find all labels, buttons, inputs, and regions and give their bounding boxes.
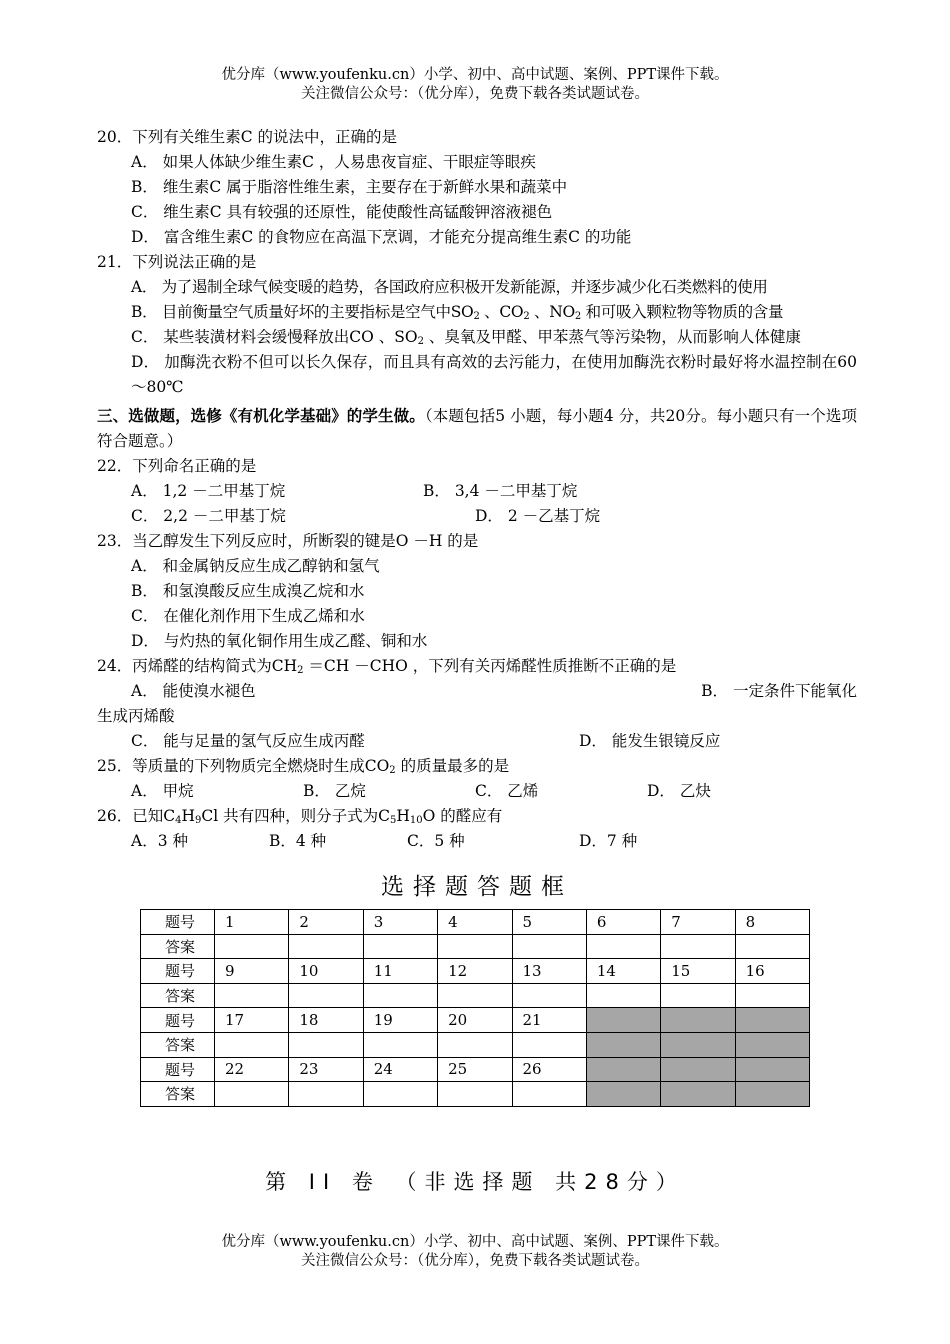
answer-cell[interactable]: [363, 1082, 437, 1107]
unused-cell: [735, 1082, 809, 1107]
question-22-option-c: C． 2,2 －二甲基丁烷: [131, 507, 286, 525]
volume-2-heading: 第 II 卷 （非选择题 共28分）: [265, 1170, 685, 1194]
footer-line-2: 关注微信公众号：（优分库），免费下载各类试题试卷。: [301, 1253, 649, 1269]
row-label-number: 题号: [141, 1057, 215, 1082]
question-number-cell: 24: [363, 1057, 437, 1082]
answer-cell[interactable]: [215, 1032, 289, 1057]
page-footer: [0, 1233, 950, 1271]
row-label-answer: 答案: [141, 983, 215, 1008]
question-25-option-c: C． 乙烯: [475, 782, 539, 800]
question-21-option-b: B． 目前衡量空气质量好坏的主要指标是空气中$SO_2$ 、$CO_2$ 、$NO_2$ 和可吸入颗粒物等物质的含量: [131, 303, 784, 322]
question-number-cell: 17: [215, 1008, 289, 1033]
answer-cell[interactable]: [512, 983, 586, 1008]
answer-cell[interactable]: [289, 1082, 363, 1107]
answer-cell[interactable]: [661, 983, 735, 1008]
unused-cell: [586, 1008, 660, 1033]
question-number-cell: 1: [215, 910, 289, 935]
question-number-cell: 4: [438, 910, 512, 935]
question-21-stem: 21．下列说法正确的是: [97, 253, 257, 271]
question-number-cell: 23: [289, 1057, 363, 1082]
question-26-stem: 26．已知$C_4H_9Cl$ 共有四种，则分子式为$C_5H_{10}O$ 的醛应有: [97, 807, 503, 826]
question-20: [97, 125, 857, 250]
answer-cell[interactable]: [661, 934, 735, 959]
unused-cell: [586, 1032, 660, 1057]
answer-cell[interactable]: [438, 1032, 512, 1057]
question-number-cell: 13: [512, 959, 586, 984]
question-23-stem: 23．当乙醇发生下列反应时，所断裂的键是O －H 的是: [97, 532, 479, 550]
answer-table-answer-row: [141, 983, 810, 1008]
question-21-option-d: D． 加酶洗衣粉不但可以长久保存，而且具有高效的去污能力，在使用加酶洗衣粉时最好将水温控制在60～80℃: [131, 353, 857, 396]
question-number-cell: 9: [215, 959, 289, 984]
unused-cell: [586, 1082, 660, 1107]
answer-cell[interactable]: [363, 1032, 437, 1057]
answer-cell[interactable]: [586, 934, 660, 959]
question-25: [97, 754, 857, 804]
question-25-stem: 25．等质量的下列物质完全燃烧时生成$CO_2$ 的质量最多的是: [97, 757, 510, 776]
answer-cell[interactable]: [438, 934, 512, 959]
question-21: [97, 250, 857, 400]
answer-table-number-row: [141, 910, 810, 935]
row-label-answer: 答案: [141, 1032, 215, 1057]
unused-cell: [735, 1032, 809, 1057]
question-number-cell: 26: [512, 1057, 586, 1082]
question-23-option-d: D． 与灼热的氧化铜作用生成乙醛、铜和水: [131, 632, 428, 650]
question-number-cell: 11: [363, 959, 437, 984]
unused-cell: [735, 1008, 809, 1033]
question-21-option-c: C． 某些装潢材料会缓慢释放出CO 、$SO_2$ 、臭氧及甲醛、甲苯蒸气等污染物，从而影响人体健康: [131, 328, 801, 347]
question-24-option-b-start: B． 一定条件下能氧化: [701, 682, 857, 700]
answer-cell[interactable]: [735, 934, 809, 959]
question-20-option-a: A． 如果人体缺少维生素C ，人易患夜盲症、干眼症等眼疾: [131, 153, 536, 171]
row-label-number: 题号: [141, 1008, 215, 1033]
answer-cell[interactable]: [363, 983, 437, 1008]
answer-cell[interactable]: [289, 934, 363, 959]
answer-cell[interactable]: [586, 983, 660, 1008]
question-number-cell: 25: [438, 1057, 512, 1082]
row-label-answer: 答案: [141, 1082, 215, 1107]
question-24-option-c: C． 能与足量的氢气反应生成丙醛: [131, 732, 365, 750]
question-number-cell: 14: [586, 959, 660, 984]
answer-cell[interactable]: [289, 1032, 363, 1057]
question-22-stem: 22．下列命名正确的是: [97, 457, 257, 475]
question-23-option-c: C． 在催化剂作用下生成乙烯和水: [131, 607, 365, 625]
question-23: [97, 529, 857, 654]
answer-cell[interactable]: [215, 934, 289, 959]
question-number-cell: 18: [289, 1008, 363, 1033]
row-label-answer: 答案: [141, 934, 215, 959]
question-number-cell: 19: [363, 1008, 437, 1033]
question-number-cell: 3: [363, 910, 437, 935]
answer-cell[interactable]: [363, 934, 437, 959]
unused-cell: [661, 1008, 735, 1033]
question-23-option-a: A． 和金属钠反应生成乙醇钠和氢气: [131, 557, 380, 575]
exam-content: [97, 125, 857, 1107]
question-22-option-d: D． 2 －乙基丁烷: [475, 507, 601, 525]
question-number-cell: 12: [438, 959, 512, 984]
question-22-option-a: A． 1,2 －二甲基丁烷: [131, 482, 286, 500]
question-24-option-a: A． 能使溴水褪色: [131, 682, 256, 700]
question-22-option-b: B． 3,4 －二甲基丁烷: [423, 482, 578, 500]
answer-table-number-row: [141, 1008, 810, 1033]
section-3-heading: 三、选做题，选修《有机化学基础》的学生做。（本题包括5 小题，每小题4 分，共20分。每小题只有一个选项符合题意。）: [97, 406, 857, 450]
question-number-cell: 7: [661, 910, 735, 935]
question-number-cell: 21: [512, 1008, 586, 1033]
unused-cell: [661, 1057, 735, 1082]
question-24-option-d: D． 能发生银镜反应: [579, 732, 721, 750]
question-25-option-d: D． 乙炔: [647, 782, 711, 800]
answer-table-answer-row: [141, 1032, 810, 1057]
question-number-cell: 6: [586, 910, 660, 935]
question-26: [97, 804, 857, 854]
answer-table-answer-row: [141, 934, 810, 959]
question-24: [97, 654, 857, 754]
question-25-option-a: A． 甲烷: [131, 782, 194, 800]
question-25-option-b: B． 乙烷: [303, 782, 366, 800]
question-22: [97, 454, 857, 529]
answer-cell[interactable]: [438, 983, 512, 1008]
row-label-number: 题号: [141, 959, 215, 984]
question-number-cell: 20: [438, 1008, 512, 1033]
question-number-cell: 22: [215, 1057, 289, 1082]
question-20-option-c: C． 维生素C 具有较强的还原性，能使酸性高锰酸钾溶液褪色: [131, 203, 553, 221]
question-number-cell: 10: [289, 959, 363, 984]
answer-cell[interactable]: [215, 983, 289, 1008]
footer-line-1: 优分库（www.youfenku.cn）小学、初中、高中试题、案例、PPT课件下载。: [221, 1234, 729, 1250]
answer-table-number-row: [141, 1057, 810, 1082]
answer-table-number-row: [141, 959, 810, 984]
question-26-option-b: B．4 种: [269, 832, 327, 850]
answer-cell[interactable]: [438, 1082, 512, 1107]
answer-cell[interactable]: [512, 934, 586, 959]
answer-cell[interactable]: [512, 1082, 586, 1107]
question-20-stem: 20．下列有关维生素C 的说法中，正确的是: [97, 128, 398, 146]
unused-cell: [735, 1057, 809, 1082]
question-20-option-b: B． 维生素C 属于脂溶性维生素，主要存在于新鲜水果和蔬菜中: [131, 178, 568, 196]
page-header: [0, 66, 950, 104]
question-21-option-a: A． 为了遏制全球气候变暖的趋势，各国政府应积极开发新能源，并逐步减少化石类燃料的使用: [131, 278, 768, 296]
question-26-option-d: D．7 种: [579, 832, 638, 850]
unused-cell: [586, 1057, 660, 1082]
answer-cell[interactable]: [289, 983, 363, 1008]
header-line-1: 优分库（www.youfenku.cn）小学、初中、高中试题、案例、PPT课件下载。: [221, 67, 729, 83]
question-number-cell: 8: [735, 910, 809, 935]
answer-table-answer-row: [141, 1082, 810, 1107]
question-24-option-b-continued: 生成丙烯酸: [97, 707, 175, 725]
answer-cell[interactable]: [215, 1082, 289, 1107]
question-23-option-b: B． 和氢溴酸反应生成溴乙烷和水: [131, 582, 365, 600]
question-number-cell: 2: [289, 910, 363, 935]
question-26-option-a: A．3 种: [131, 832, 188, 850]
answer-table: [140, 909, 810, 1107]
row-label-number: 题号: [141, 910, 215, 935]
question-20-option-d: D． 富含维生素C 的食物应在高温下烹调，才能充分提高维生素C 的功能: [131, 228, 632, 246]
unused-cell: [661, 1082, 735, 1107]
question-24-stem: 24．丙烯醛的结构简式为$CH_2 =CH -CHO$ ，下列有关丙烯醛性质推断不正确的是: [97, 657, 677, 676]
answer-cell[interactable]: [512, 1032, 586, 1057]
header-line-2: 关注微信公众号：（优分库），免费下载各类试题试卷。: [301, 86, 649, 102]
question-number-cell: 16: [735, 959, 809, 984]
unused-cell: [661, 1032, 735, 1057]
answer-box-title: 选择题答题框: [381, 874, 573, 900]
question-number-cell: 5: [512, 910, 586, 935]
answer-cell[interactable]: [735, 983, 809, 1008]
question-number-cell: 15: [661, 959, 735, 984]
question-26-option-c: C．5 种: [407, 832, 465, 850]
